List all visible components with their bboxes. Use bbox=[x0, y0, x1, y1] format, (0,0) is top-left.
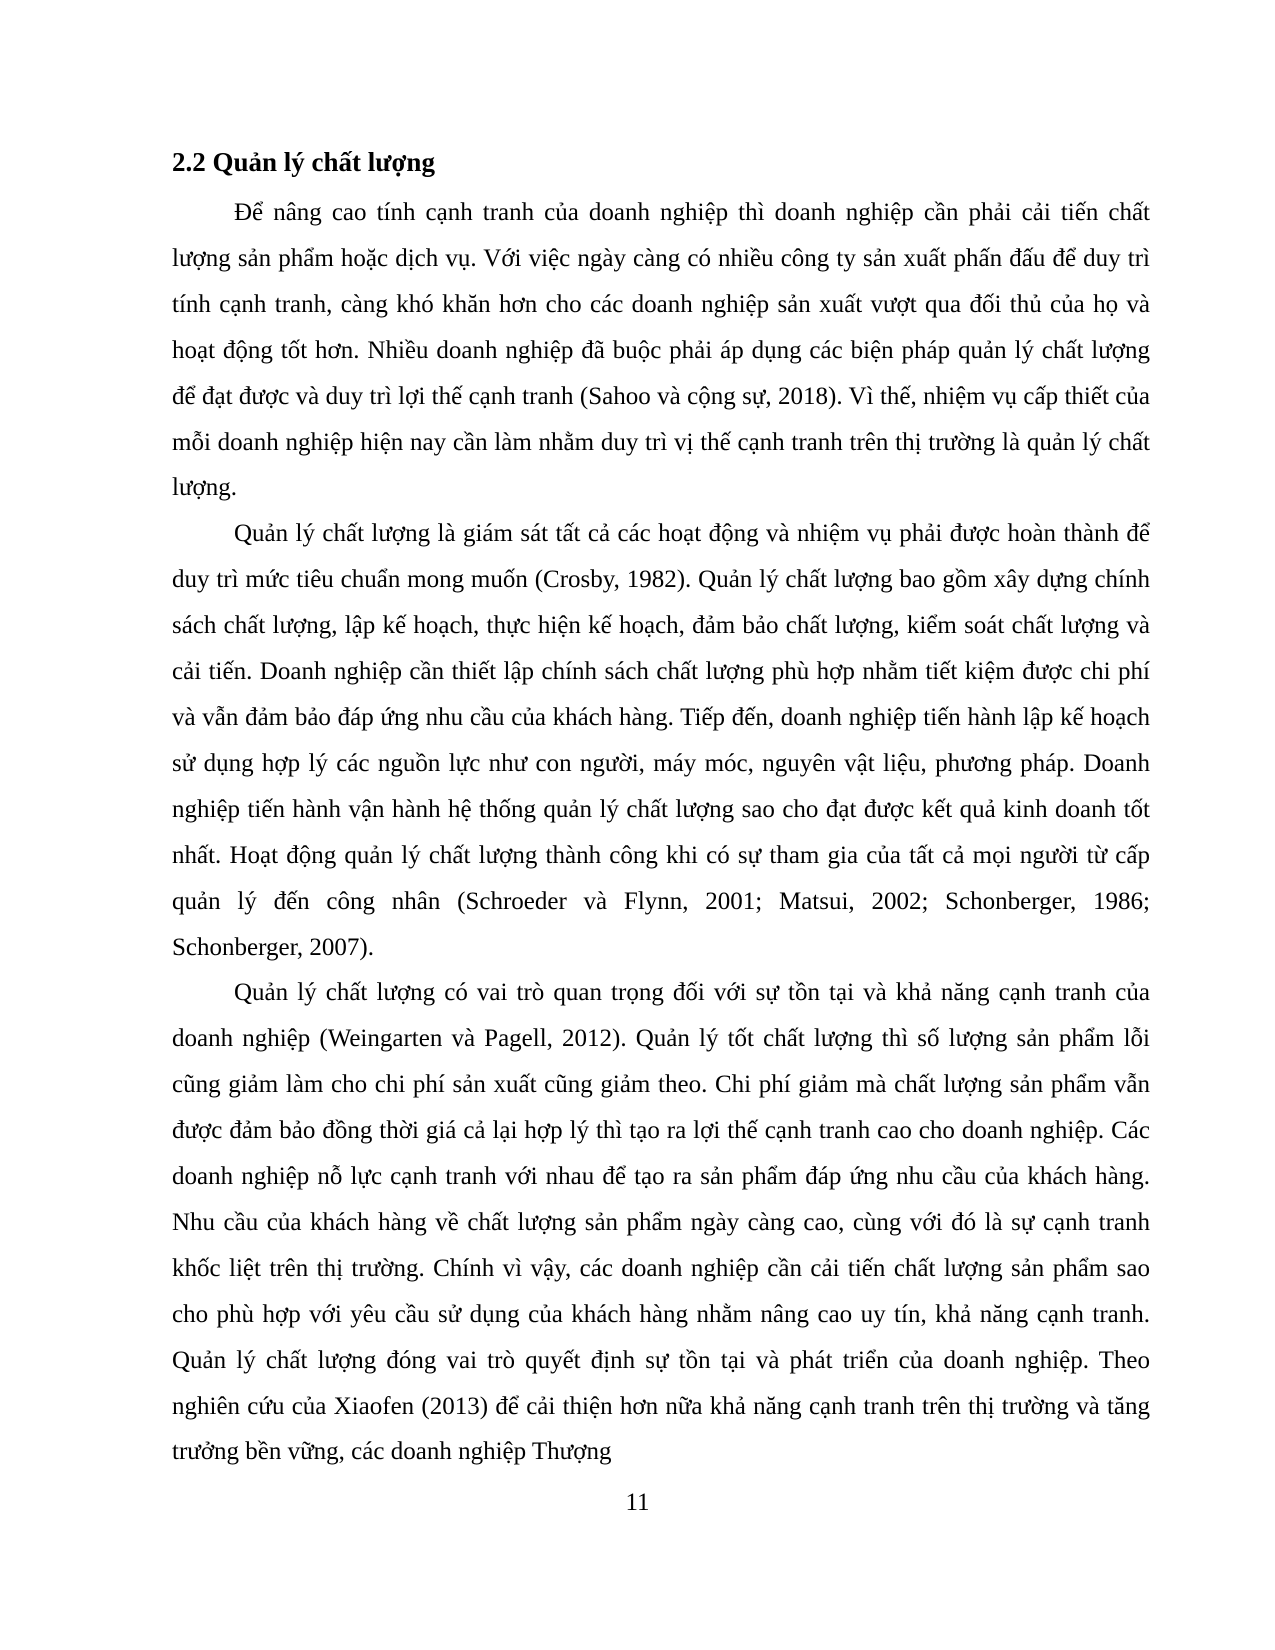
paragraph-2: Quản lý chất lượng là giám sát tất cả các hoạt động và nhiệm vụ phải được hoàn thành để duy trì mức tiêu chuẩn mong muốn (Crosby, 1982). Quản lý chất lượng bao gồm xây dựng chính sách chất lượng, lập kế hoạch, thực hiện kế hoạch, đảm bảo chất lượng, kiểm soát chất lượng và cải tiến. Doanh nghiệp cần thiết lập chính sách chất lượng phù hợp nhằm tiết kiệm được chi phí và vẫn đảm bảo đáp ứng nhu cầu của khách hàng. Tiếp đến, doanh nghiệp tiến hành lập kế hoạch sử dụng hợp lý các nguồn lực như con người, máy móc, nguyên vật liệu, phương pháp. Doanh nghiệp tiến hành vận hành hệ thống quản lý chất lượng sao cho đạt được kết quả kinh doanh tốt nhất. Hoạt động quản lý chất lượng thành công khi có sự tham gia của tất cả mọi người từ cấp quản lý đến công nhân (Schroeder và Flynn, 2001; Matsui, 2002; Schonberger, 1986; Schonberger, 2007). bbox=[172, 520, 1150, 961]
paragraph-3: Quản lý chất lượng có vai trò quan trọng đối với sự tồn tại và khả năng cạnh tranh của doanh nghiệp (Weingarten và Pagell, 2012). Quản lý tốt chất lượng thì số lượng sản phẩm lỗi cũng giảm làm cho chi phí sản xuất cũng giảm theo. Chi phí giảm mà chất lượng sản phẩm vẫn được đảm bảo đồng thời giá cả lại hợp lý thì tạo ra lợi thế cạnh tranh cao cho doanh nghiệp. Các doanh nghiệp nỗ lực cạnh tranh với nhau để tạo ra sản phẩm đáp ứng nhu cầu của khách hàng. Nhu cầu của khách hàng về chất lượng sản phẩm ngày càng cao, cùng với đó là sự cạnh tranh khốc liệt trên thị trường. Chính vì vậy, các doanh nghiệp cần cải tiến chất lượng sản phẩm sao cho phù hợp với yêu cầu sử dụng của khách hàng nhằm nâng cao uy tín, khả năng cạnh tranh. Quản lý chất lượng đóng vai trò quyết định sự tồn tại và phát triển của doanh nghiệp. Theo nghiên cứu của Xiaofen (2013) để cải thiện hơn nữa khả năng cạnh tranh trên thị trường và tăng trưởng bền vững, các doanh nghiệp Thượng bbox=[172, 979, 1150, 1466]
paragraph-1: Để nâng cao tính cạnh tranh của doanh nghiệp thì doanh nghiệp cần phải cải tiến chất lượng sản phẩm hoặc dịch vụ. Với việc ngày càng có nhiều công ty sản xuất phấn đấu để duy trì tính cạnh tranh, càng khó khăn hơn cho các doanh nghiệp sản xuất vượt qua đối thủ của họ và hoạt động tốt hơn. Nhiều doanh nghiệp đã buộc phải áp dụng các biện pháp quản lý chất lượng để đạt được và duy trì lợi thế cạnh tranh (Sahoo và cộng sự, 2018). Vì thế, nhiệm vụ cấp thiết của mỗi doanh nghiệp hiện nay cần làm nhằm duy trì vị thế cạnh tranh trên thị trường là quản lý chất lượng. bbox=[172, 199, 1150, 502]
section-heading: 2.2 Quản lý chất lượng bbox=[172, 147, 435, 177]
page-number: 11 bbox=[625, 1489, 650, 1516]
body-text bbox=[172, 190, 1150, 1475]
